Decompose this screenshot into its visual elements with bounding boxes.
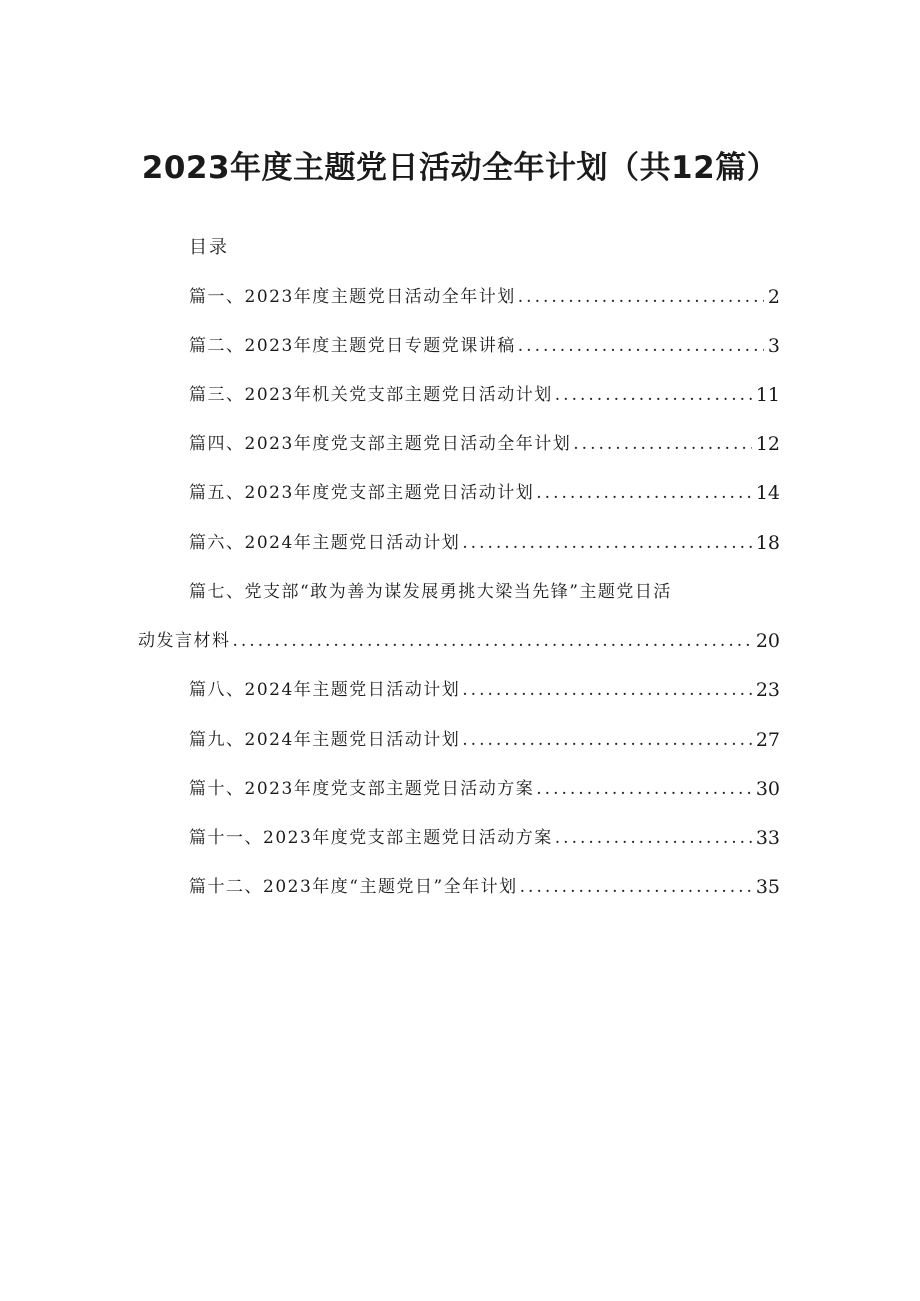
toc-leader-dots — [520, 875, 752, 899]
toc-entry[interactable] — [189, 531, 780, 555]
toc-entry[interactable] — [189, 285, 780, 309]
toc-entry-page: 2 — [767, 286, 780, 308]
toc-leader-dots — [462, 531, 752, 555]
toc-entry[interactable] — [189, 728, 780, 752]
toc-leader-dots — [518, 334, 764, 358]
toc-leader-dots — [536, 777, 752, 801]
toc-entry[interactable] — [189, 334, 780, 358]
toc-leader-dots — [555, 383, 752, 407]
toc-entry[interactable] — [189, 481, 780, 505]
toc-entry[interactable] — [189, 678, 780, 702]
toc-entry[interactable] — [189, 383, 780, 407]
toc-entry-page: 18 — [755, 532, 780, 554]
toc-leader-dots — [462, 728, 752, 752]
toc-entry-title: 篇三、2023年机关党支部主题党日活动计划 — [189, 385, 553, 405]
toc-entry-title: 篇十、2023年度党支部主题党日活动方案 — [189, 779, 535, 799]
toc-entry-page: 35 — [755, 876, 780, 898]
toc-heading: 目录 — [189, 237, 229, 258]
toc-leader-dots — [573, 432, 752, 456]
toc-entry-title: 篇十一、2023年度党支部主题党日活动方案 — [189, 828, 553, 848]
toc-entry-title-line1[interactable]: 篇七、党支部“敢为善为谋发展勇挑大梁当先锋”主题党日活 — [189, 582, 672, 602]
toc-leader-dots — [233, 629, 752, 653]
toc-entry-page: 20 — [755, 630, 780, 652]
toc-entry[interactable] — [189, 875, 780, 899]
toc-entry-title: 篇六、2024年主题党日活动计划 — [189, 533, 461, 553]
toc-leader-dots — [518, 285, 764, 309]
toc-entry-title: 篇九、2024年主题党日活动计划 — [189, 730, 461, 750]
toc-entry-title: 动发言材料 — [138, 631, 231, 651]
toc-entry-title: 篇五、2023年度党支部主题党日活动计划 — [189, 483, 535, 503]
toc-entry-page: 3 — [767, 335, 780, 357]
toc-leader-dots — [462, 678, 752, 702]
document-title: 2023年度主题党日活动全年计划（共12篇） — [141, 150, 779, 186]
toc-entry-title: 篇二、2023年度主题党日专题党课讲稿 — [189, 336, 516, 356]
toc-entry-page: 23 — [755, 679, 780, 701]
toc-leader-dots — [555, 826, 752, 850]
toc-entry-title: 篇八、2024年主题党日活动计划 — [189, 680, 461, 700]
toc-entry[interactable] — [138, 629, 780, 653]
toc-entry-page: 11 — [755, 384, 780, 406]
toc-entry-title: 篇四、2023年度党支部主题党日活动全年计划 — [189, 434, 572, 454]
toc-entry[interactable] — [189, 777, 780, 801]
toc-entry-title: 篇十二、2023年度“主题党日”全年计划 — [189, 877, 518, 897]
toc-entry-title: 篇一、2023年度主题党日活动全年计划 — [189, 287, 516, 307]
toc-entry-page: 30 — [755, 778, 780, 800]
toc-leader-dots — [536, 481, 752, 505]
toc-entry-page: 12 — [755, 433, 780, 455]
toc-entry-page: 27 — [755, 729, 780, 751]
toc-entry-page: 33 — [755, 827, 780, 849]
toc-entry-page: 14 — [755, 482, 780, 504]
toc-entry[interactable] — [189, 432, 780, 456]
toc-entry[interactable] — [189, 826, 780, 850]
